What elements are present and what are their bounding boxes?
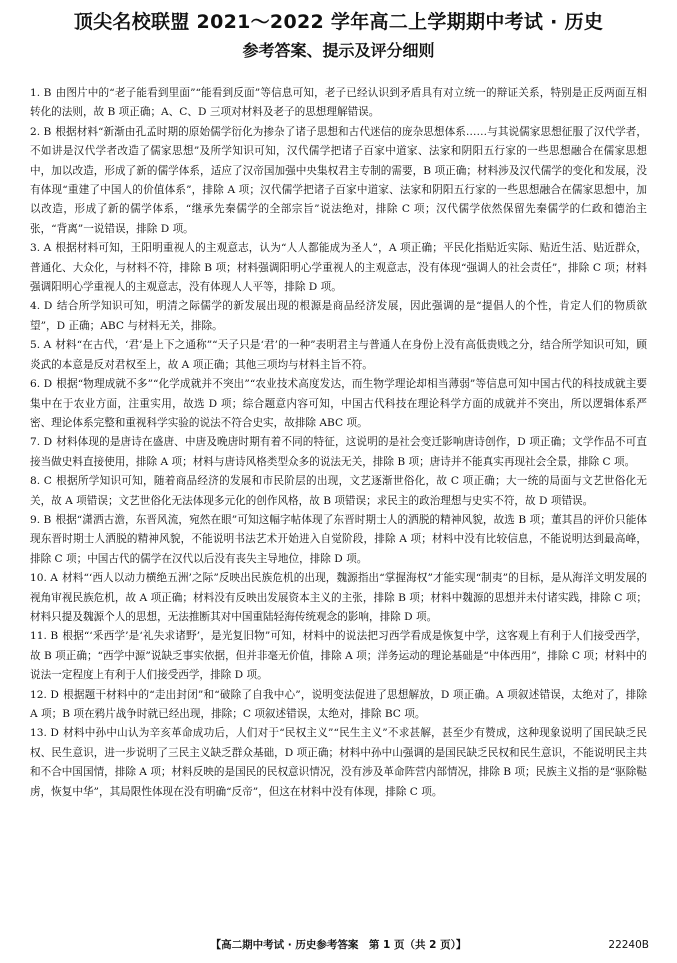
answer-item bbox=[30, 239, 647, 297]
answer-number: 4. D bbox=[30, 300, 53, 313]
answer-explanation: 由图片中的“老子能看到里面”“能看到反面”等信息可知，老子已经认识到矛盾具有对立统一的辩证关系，特别是正反两面互相转化的法则，故 B 项正确；A、C、D 三项对材料及老子的思想理解错误。 bbox=[30, 87, 647, 119]
answer-explanation: 材料体现的是唐诗在盛唐、中唐及晚唐时期有着不同的特征，这说明的是社会变迁影响唐诗创作，D 项正确；文学作品不可直接当做史料直接使用，排除 A 项；材料与唐诗风格类型众多的说法无关，排除 B 项；唐诗并不能真实再现社会全景，排除 C 项。 bbox=[30, 436, 648, 468]
answer-number: 5. A bbox=[30, 339, 52, 352]
answer-item bbox=[30, 724, 647, 802]
document-title: 顶尖名校联盟 2021～2022 学年高二上学期期中考试 · 历史 bbox=[73, 11, 604, 33]
answer-number: 12. D bbox=[30, 688, 59, 701]
answer-explanation: 根据“‘釆西学’是‘礼失求诸野’，是光复旧物”可知，材料中的说法把习西学看成是恢复中学，这客观上有利于人们接受西学，故 B 项正确；“西学中源”说缺乏事实依据，但并非毫无价值，排除 A 项；洋务运动的理论基础是“中体西用”，排除 C 项；材料中的说法一定程度上有利于人们接受西学，排除 D 项。 bbox=[30, 630, 648, 682]
answer-number: 8. C bbox=[30, 475, 52, 488]
answer-item bbox=[30, 84, 647, 123]
answer-number: 11. B bbox=[30, 630, 59, 643]
document-subtitle: 参考答案、提示及评分细则 bbox=[242, 41, 435, 60]
page-footer bbox=[0, 935, 677, 955]
document-code: 22240B bbox=[608, 939, 649, 951]
answer-item bbox=[30, 433, 647, 472]
answer-number: 6. D bbox=[30, 378, 53, 391]
answer-explanation: 根据“潇洒古澹，东晋风流，宛然在眼”可知这幅字帖体现了东晋时期士人的洒脱的精神风貌，故选 B 项；董其昌的评价只能体现东晋时期士人洒脱的精神风貌，不能说明书法艺术开始进入自觉阶段，排除 A 项；材料中没有比较信息，不能说明达到最高峰，排除 C 项；中国古代的儒学在汉代以后没有丧失主导地位，排除 D 项。 bbox=[30, 513, 647, 565]
answer-explanation: 结合所学知识可知，明清之际儒学的新发展出现的根源是商品经济发展，因此强调的是“提倡人的个性，肯定人们的物质欲望”，D 正确；ABC 与材料无关，排除。 bbox=[30, 300, 648, 332]
answer-number: 2. B bbox=[30, 125, 52, 138]
answer-explanation: 根据材料可知，王阳明重视人的主观意志，认为“人人都能成为圣人”，A 项正确；平民化指贴近实际、贴近生活、贴近群众，普通化、大众化，与材料不符，排除 B 项；材料强调阳明心学重视人的主观意志，没有体现“强调人的社会责任”，排除 C 项；材料强调阳明心学重视人的主观意志，没有体现人人平等，排除 D 项。 bbox=[30, 242, 647, 294]
answer-item bbox=[30, 472, 647, 511]
answer-explanation: 材料“‘西人以动力横绝五洲’之际”反映出民族危机的出现，魏源指出“掌握海权”才能实现“制夷”的目标，是从海洋文明发展的视角审视民族危机，故 A 项正确；材料没有反映出发展资本主义的主张，排除 B 项；材料中魏源的思想并未付诸实践，排除 C 项；材料只提及魏源个人的思想，无法推断其对中国重陆轻海传统观念的影响，排除 D 项。 bbox=[30, 572, 647, 623]
answer-item bbox=[30, 627, 647, 685]
answer-item bbox=[30, 297, 647, 336]
answer-number: 9. B bbox=[30, 513, 52, 526]
answer-explanation: 根据“物理成就不多”“化学成就并不突出”“农业技术高度发达，而生物学理论却相当薄弱”等信息可知中国古代的科技成就主要集中在于农业方面，注重实用，故选 D 项；综合题意内容可知，中国古代科技在理论科学方面的成就并不突出，所以逻辑体系严密、理论体系完整和重视科学实验的说法不符合史实，故排除 ABC 项。 bbox=[30, 378, 647, 429]
answer-item bbox=[30, 375, 647, 433]
answer-number: 7. D bbox=[30, 436, 53, 449]
answer-item bbox=[30, 569, 647, 627]
answer-item bbox=[30, 511, 647, 569]
answer-item bbox=[30, 686, 647, 725]
answer-explanation: 材料中孙中山认为辛亥革命成功后，人们对于“民权主义”“民生主义”不求甚解，甚至少有赞成，这种现象说明了国民缺乏民权、民生意识，进一步说明了三民主义缺乏群众基础，D 项正确；材料中孙中山强调的是国民缺乏民权和民生意识，不能说明民主共和不合中国国情，排除 A 项；材料反映的是国民的民权意识情况，没有涉及革命阵营内部情况，排除 B 项；民族主义指的是“驱除鞑虏，恢复中华”，其局限性体现在没有明确“反帝”，但这在材料中没有体现，排除 C 项。 bbox=[30, 727, 647, 798]
answer-explanation: 根据题干材料中的“走出封闭”和“破除了自我中心”，说明变法促进了思想解放，D 项正确。A 项叙述错误，太绝对了，排除 A 项；B 项在鸦片战争时就已经出现，排除；C 项叙述错误，太绝对，排除 BC 项。 bbox=[30, 688, 647, 720]
answer-number: 3. A bbox=[30, 242, 52, 255]
answer-explanation: 根据材料“新渐由孔孟时期的原始儒学衍化为掺杂了诸子思想和古代迷信的庞杂思想体系……与其说儒家思想征服了汉代学者，不如讲是汉代学者改造了儒家思想”及所学知识可知，汉代儒学把诸子百家中道家、法家和阴阳五行家的一些思想融合在儒家思想中，加以改造，形成了新的儒学体系，适应了汉帝国加强中央集权君主专制的需要，B 项正确；材料涉及汉代儒学的变化和发展，没有体现“重建了中国人的价值体系”，排除 A 项；汉代儒学把诸子百家中道家、法家和阴阳五行家的一些思想融合在儒家思想中，加以改造，形成了新的儒学体系，“继承先秦儒学的全部宗旨”说法绝对，排除 C 项；汉代儒学依然保留先秦儒学的仁政和德治主张，“背离”一说错误，排除 D 项。 bbox=[30, 125, 647, 235]
page-number-label: 【高二期中考试 · 历史参考答案 第 1 页（共 2 页）】 bbox=[210, 939, 467, 951]
answer-number: 10. A bbox=[30, 572, 58, 585]
answer-item bbox=[30, 336, 647, 375]
answer-number: 1. B bbox=[30, 87, 52, 99]
answer-item bbox=[30, 123, 647, 239]
answer-list bbox=[30, 84, 647, 802]
answer-explanation: 材料“在古代，‘君’是上下之通称”“天子只是‘君’的一种”表明君主与普通人在身份上没有高低贵贱之分，结合所学知识可知，顾炎武的本意是反对君权至上，故 A 项正确；其他三项均与材料主旨不符。 bbox=[30, 339, 647, 371]
answer-number: 13. D bbox=[30, 727, 59, 740]
answer-explanation: 根据所学知识可知，随着商品经济的发展和市民阶层的出现，文艺逐渐世俗化，故 C 项正确；大一统的局面与文艺世俗化无关，故 A 项错误；文艺世俗化无法体现多元化的创作风格，故 B 项错误；求民主的政治理想与史实不符，故 D 项错误。 bbox=[30, 475, 647, 507]
